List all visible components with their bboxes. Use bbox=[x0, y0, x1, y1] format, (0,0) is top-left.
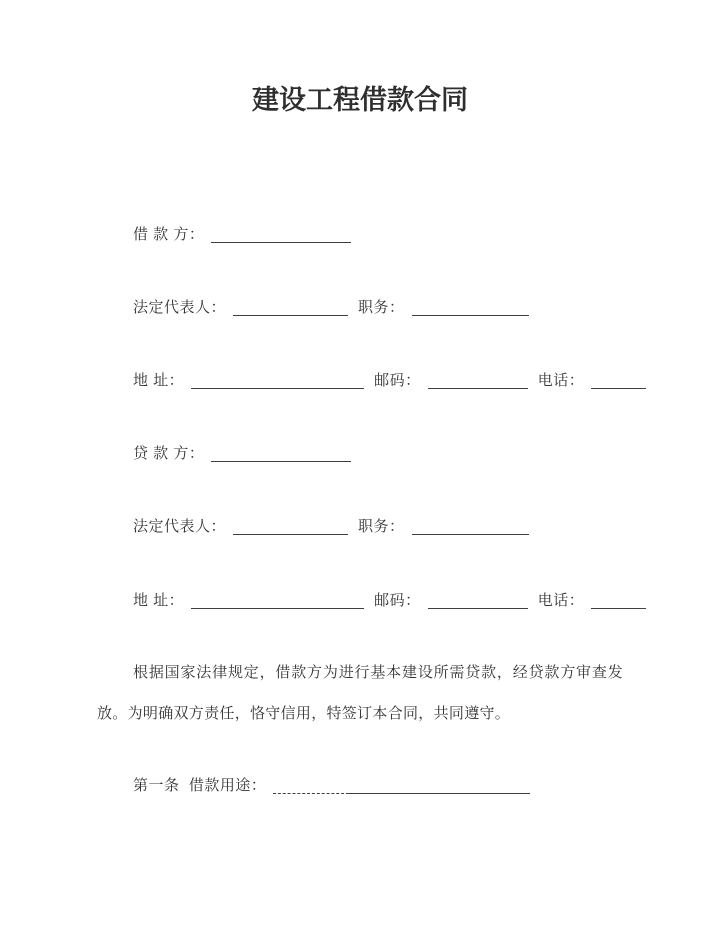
borrower-position-label: 职务： bbox=[358, 299, 405, 316]
borrower-postcode-label: 邮码： bbox=[374, 372, 421, 389]
loan-purpose-dashed-blank-line[interactable] bbox=[273, 793, 349, 794]
lender-address-row bbox=[133, 591, 646, 611]
borrower-legal-rep-blank-line[interactable] bbox=[233, 315, 348, 316]
lender-address-label: 地 址： bbox=[133, 592, 185, 609]
borrower-phone-blank-line[interactable] bbox=[591, 388, 646, 389]
lender-label: 贷 款 方： bbox=[133, 445, 205, 462]
lender-legal-rep-label: 法定代表人： bbox=[133, 518, 227, 535]
borrower-row bbox=[133, 225, 351, 245]
article-1-purpose-label: 借款用途： bbox=[188, 777, 267, 794]
borrower-legal-rep-label: 法定代表人： bbox=[133, 299, 227, 316]
lender-phone-blank-line[interactable] bbox=[591, 608, 646, 609]
lender-address-blank-line[interactable] bbox=[191, 608, 364, 609]
lender-legal-rep-row bbox=[133, 517, 529, 537]
lender-name-blank-line[interactable] bbox=[211, 461, 351, 462]
lender-phone-label: 电话： bbox=[537, 592, 585, 609]
borrower-phone-label: 电话： bbox=[537, 372, 585, 389]
lender-row bbox=[133, 444, 351, 464]
borrower-postcode-blank-line[interactable] bbox=[428, 388, 528, 389]
article-1-row bbox=[133, 776, 530, 796]
borrower-address-row bbox=[133, 371, 646, 391]
lender-legal-rep-blank-line[interactable] bbox=[233, 534, 348, 535]
loan-purpose-blank-line[interactable] bbox=[349, 793, 530, 794]
article-1-number-label: 第一条 bbox=[133, 777, 180, 794]
borrower-position-blank-line[interactable] bbox=[412, 315, 529, 316]
borrower-name-blank-line[interactable] bbox=[211, 242, 351, 243]
borrower-address-label: 地 址： bbox=[133, 372, 185, 389]
borrower-address-blank-line[interactable] bbox=[191, 388, 364, 389]
lender-position-label: 职务： bbox=[358, 518, 405, 535]
borrower-label: 借 款 方： bbox=[133, 226, 205, 243]
lender-position-blank-line[interactable] bbox=[412, 534, 529, 535]
document-title: 建设工程借款合同 bbox=[252, 85, 468, 115]
preamble-paragraph: 根据国家法律规定，借款方为进行基本建设所需贷款，经贷款方审查发放。为明确双方责任，恪守信用，特签订本合同，共同遵守。 bbox=[97, 664, 623, 722]
lender-postcode-label: 邮码： bbox=[374, 592, 421, 609]
lender-postcode-blank-line[interactable] bbox=[428, 608, 528, 609]
borrower-legal-rep-row bbox=[133, 298, 529, 318]
